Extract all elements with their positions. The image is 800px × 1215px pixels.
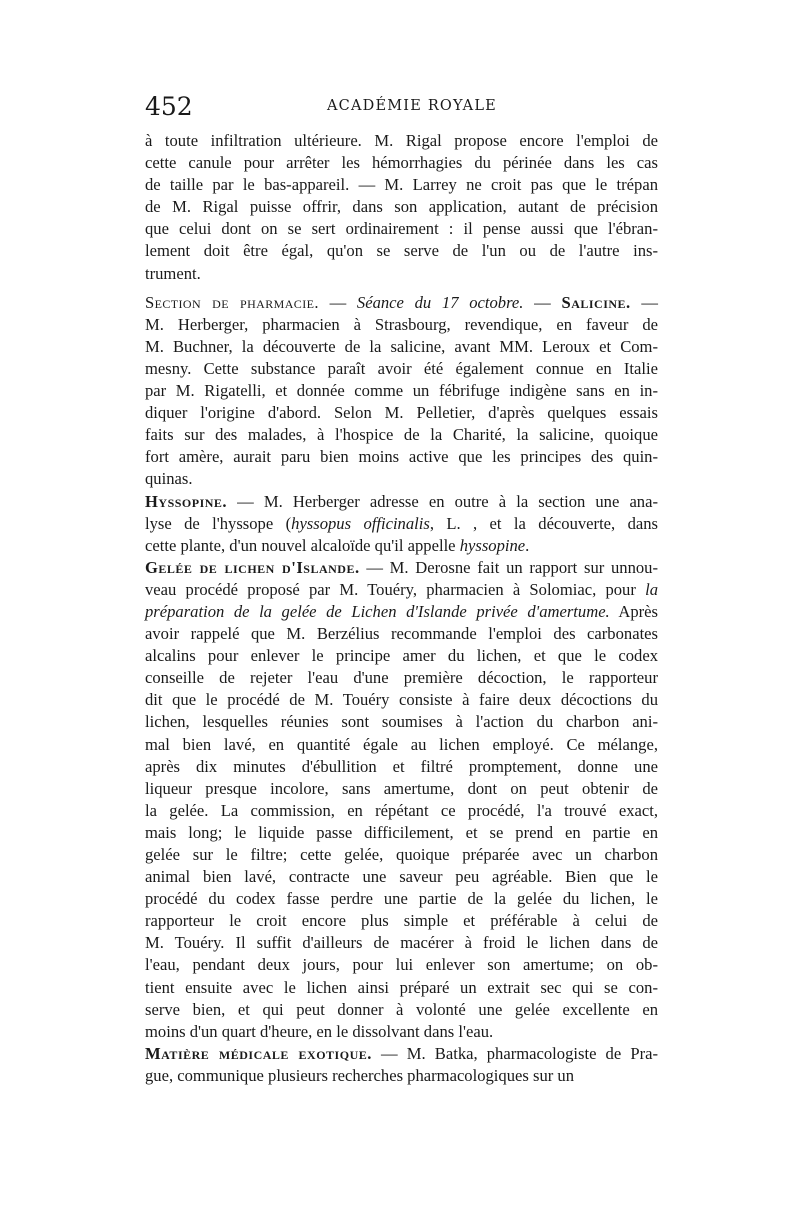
text-run: — M. Herberger adresse en outre à la section une ana-: [227, 491, 658, 511]
text-run: mesny. Cette substance paraît avoir été également connue en Italie: [145, 358, 658, 378]
text-run: cette plante, d'un nouvel alcaloïde qu'il appelle: [145, 535, 460, 555]
text-run: de M. Rigal puisse offrir, dans son application, autant de précision: [145, 197, 658, 217]
styled-run: hyssopus officinalis: [291, 513, 430, 533]
text-run: à toute infiltration ultérieure. M. Rigal propose encore l'emploi de: [145, 131, 658, 150]
text-line: [145, 822, 658, 844]
text-run: cette canule pour arrêter les hémorrhagies du périnée dans les cas: [145, 153, 658, 173]
text-run: quinas.: [145, 469, 193, 489]
text-run: veau procédé proposé par M. Touéry, pharmacien à Solomiac, pour: [145, 579, 646, 599]
text-line: [145, 196, 658, 218]
text-run: tient ensuite avec le lichen ainsi préparé un extrait sec qui se con-: [145, 977, 658, 997]
text-line: [145, 667, 658, 689]
text-run: alcalins pour enlever le principe amer du lichen, et que le codex: [145, 646, 658, 666]
text-run: — M. Derosne fait un rapport sur unnou-: [359, 557, 658, 577]
styled-run: préparation de la gelée de Lichen d'Islande privée d'amertume.: [145, 601, 610, 621]
text-line: [145, 645, 658, 667]
text-run: après dix minutes d'ébullition et filtré promptement, donne une: [145, 756, 658, 776]
text-line: [145, 468, 658, 490]
text-run: fort amère, aurait paru bien moins active que les principes des quin-: [145, 447, 658, 467]
text-line: [145, 240, 658, 262]
text-line: [145, 336, 658, 358]
text-run: lement doit être égal, qu'on se serve de l'un ou de l'autre ins-: [145, 241, 658, 261]
styled-run: Salicine.: [561, 292, 631, 312]
text-line: [145, 535, 658, 557]
text-run: M. Buchner, la découverte de la salicine, avant MM. Leroux et Com-: [145, 336, 658, 356]
text-line: [145, 292, 658, 314]
text-line: [145, 130, 658, 152]
styled-run: hyssopine: [459, 535, 526, 555]
text-run: gue, communique plusieurs recherches pharmacologiques sur un: [145, 1065, 575, 1085]
text-line: [145, 174, 658, 196]
text-run: animal bien lavé, contracte une saveur peu agréable. Bien que le: [145, 867, 658, 887]
text-run: avoir rappelé que M. Berzélius recommande l'emploi des carbonates: [145, 624, 658, 644]
text-run: faits sur des malades, à l'hospice de la Charité, la salicine, quoique: [145, 425, 658, 445]
text-run: lyse de l'hyssope (: [145, 513, 292, 533]
text-run: —: [318, 292, 357, 312]
text-line: [145, 910, 658, 932]
text-run: gelée sur le filtre; cette gelée, quoique préparée avec un charbon: [145, 845, 658, 864]
text-line: [145, 623, 658, 645]
text-line: [145, 932, 658, 954]
text-run: que celui dont on se sert ordinairement : il pense aussi que l'ébran-: [145, 219, 658, 239]
text-line: [145, 800, 658, 822]
paragraph: [145, 130, 658, 285]
text-line: [145, 844, 658, 866]
styled-run: Matière médicale exotique.: [145, 1043, 372, 1063]
text-line: [145, 446, 658, 468]
text-run: conseille de rejeter l'eau d'une première décoction, le rapporteur: [145, 668, 658, 688]
text-line: [145, 756, 658, 778]
text-run: procédé du codex fasse perdre une partie de la gelée du lichen, le: [145, 889, 658, 909]
text-line: [145, 513, 658, 535]
text-line: [145, 1043, 658, 1065]
text-line: [145, 711, 658, 733]
text-run: M. Touéry. Il suffit d'ailleurs de macérer à froid le lichen dans de: [145, 933, 658, 953]
text-run: liqueur presque incolore, sans amertume, dont on peut obtenir de: [145, 778, 658, 798]
text-line: [145, 358, 658, 380]
text-line: [145, 491, 658, 513]
text-line: [145, 557, 658, 579]
text-line: [145, 1021, 658, 1043]
page-number: 452: [145, 92, 193, 121]
text-run: par M. Rigatelli, et donnée comme un fébrifuge indigène sans en in-: [145, 381, 658, 401]
text-run: l'eau, pendant deux jours, pour lui enlever son amertume; on ob-: [145, 955, 658, 975]
text-line: [145, 314, 658, 336]
paragraph: [145, 292, 658, 491]
styled-run: Séance du 17 octobre.: [356, 292, 524, 312]
text-line: [145, 689, 658, 711]
text-line: [145, 152, 658, 174]
text-run: mais long; le liquide passe difficilement, et se prend en partie en: [145, 822, 658, 842]
styled-run: la: [645, 579, 658, 599]
text-run: de taille par le bas-appareil. — M. Larrey ne croit pas que le trépan: [145, 175, 658, 195]
text-line: [145, 734, 658, 756]
text-line: [145, 424, 658, 446]
paragraph: [145, 1043, 658, 1087]
text-run: trument.: [145, 263, 201, 283]
styled-run: Gelée de lichen d'Islande.: [145, 557, 360, 577]
text-run: diquer l'origine d'abord. Selon M. Pelletier, d'après quelques essais: [145, 403, 658, 423]
text-line: [145, 579, 658, 601]
text-line: [145, 218, 658, 240]
paragraph-gap: [145, 285, 658, 292]
text-run: moins d'un quart d'heure, en le dissolvant dans l'eau.: [145, 1021, 494, 1041]
text-run: lichen, lesquelles réunies sont soumises à l'action du charbon ani-: [145, 712, 658, 732]
text-line: [145, 380, 658, 402]
text-run: —: [523, 292, 562, 312]
text-line: [145, 263, 658, 285]
paragraph: [145, 491, 658, 557]
page-header: [145, 92, 655, 128]
text-line: [145, 888, 658, 910]
text-run: la gelée. La commission, en répétant ce procédé, l'a trouvé exact,: [145, 800, 658, 820]
body-text: [145, 130, 658, 1087]
text-run: .: [525, 535, 530, 555]
paragraph: [145, 557, 658, 1043]
text-run: , L. , et la découverte, dans: [429, 513, 658, 533]
text-run: dit que le procédé de M. Touéry consiste à faire deux décoctions du: [145, 690, 658, 710]
text-run: serve bien, et qui peut donner à volonté une gelée excellente en: [145, 999, 658, 1019]
text-run: Après: [609, 601, 658, 621]
styled-run: Hyssopine.: [145, 491, 228, 511]
text-line: [145, 402, 658, 424]
text-line: [145, 954, 658, 976]
text-run: rapporteur le croit encore plus simple et préférable à celui de: [145, 911, 658, 931]
styled-run: Section de pharmacie.: [145, 292, 319, 312]
running-head: ACADÉMIE ROYALE: [327, 98, 497, 114]
text-line: [145, 778, 658, 800]
text-line: [145, 977, 658, 999]
text-run: mal bien lavé, en quantité égale au lichen employé. Ce mélange,: [145, 734, 658, 754]
text-run: M. Herberger, pharmacien à Strasbourg, revendique, en faveur de: [145, 314, 658, 334]
text-line: [145, 1065, 658, 1087]
text-line: [145, 866, 658, 888]
text-line: [145, 999, 658, 1021]
text-run: — M. Batka, pharmacologiste de Pra-: [371, 1043, 658, 1063]
text-run: —: [630, 292, 659, 312]
text-line: [145, 601, 658, 623]
